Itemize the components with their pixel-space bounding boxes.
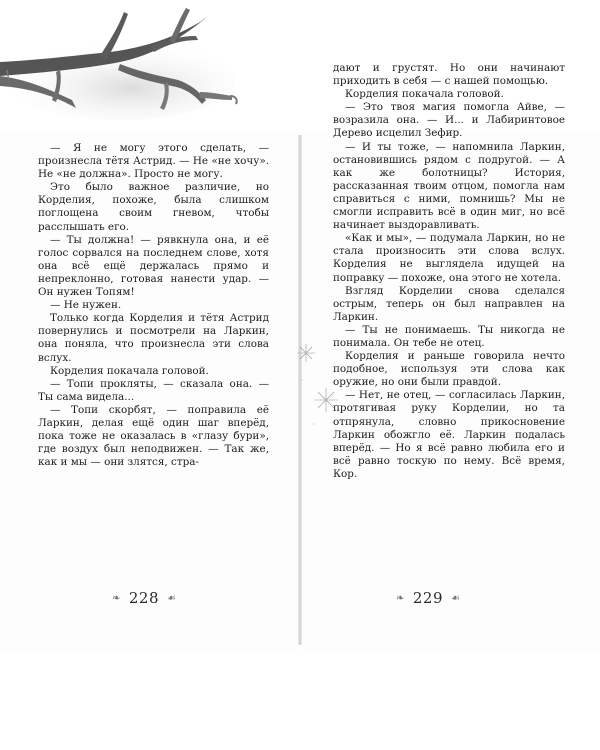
paragraph: — Я не могу этого сделать, — произнесла тётя Астрид. — Не «не хочу». Не «не должна». Просто не могу.	[38, 142, 269, 181]
paragraph: Корделия покачала головой.	[345, 88, 504, 101]
paragraph: Это было важное различие, но Корделия, похоже, была слишком поглощена своим гневом, чтобы расслышать его.	[38, 181, 269, 233]
paragraph: — Ты не понимаешь. Ты никогда не понимала. Он тебе не отец.	[333, 323, 565, 349]
left-page-text	[38, 142, 269, 469]
paragraph: — Топи скорбят, — поправила её Ларкин, делая ещё один шаг вперёд, пока тоже не оказалась в «глазу бури», где воздух был неподвижен. — Так же, как и мы — они злятся, стра-	[38, 403, 269, 469]
right-page-text	[333, 62, 565, 481]
paragraph: Взгляд Корделии снова сделался острым, теперь он был направлен на Ларкин.	[333, 284, 565, 323]
paragraph: — Нет, не отец, — согласилась Ларкин, протягивая руку Корделии, но та отпрянула, словно прикосновение Ларкин обожгло её. Ларкин подалась вперёд. — Но я всё равно любила его и всё равно тоскую по нему. Всё время, Кор.	[333, 389, 565, 480]
ornament-left: ❧	[396, 592, 405, 604]
paragraph: — Это твоя магия помогла Айве, — возразила она. — И... и Лабиринтовое Дерево исцелил Зефир.	[333, 101, 565, 140]
ornament-right: ☙	[451, 592, 461, 604]
paragraph: «Как и мы», — подумала Ларкин, но не стала произносить эти слова вслух. Корделия не выглядела идущей на поправку — похоже, она этого не хотела.	[333, 232, 565, 284]
page-number-text: 229	[412, 589, 444, 607]
ornament-right: ☙	[167, 592, 177, 604]
paragraph: дают и грустят. Но они начинают приходить в себя — с нашей помощью.	[333, 62, 565, 88]
paragraph: — Ты должна! — рявкнула она, и её голос сорвался на последнем слове, хотя она всё ещё держалась прямо и непреклонно, готовая нанести удар. — Он нужен Топям!	[38, 233, 269, 299]
paragraph: — Топи прокляты, — сказала она. — Ты сама видела...	[38, 377, 269, 403]
sparkle-icon	[296, 340, 341, 430]
page-number-right	[396, 589, 461, 607]
page-number-text: 228	[128, 589, 160, 607]
paragraph: Корделия покачала головой.	[50, 364, 209, 377]
paragraph: Корделия и раньше говорила нечто подобное, используя эти слова как оружие, но они были правдой.	[333, 350, 565, 389]
paragraph: — И ты тоже, — напомнила Ларкин, остановившись рядом с подругой. — А как же болотницы? История, рассказанная твоим отцом, помогла нам справиться с ними, помнишь? Мы не смогли исправить всё в один миг, но всё начинает выздоравливать.	[333, 140, 565, 232]
paragraph: — Не нужен.	[50, 299, 122, 312]
page-number-left	[112, 589, 177, 607]
bare-tree-branch-icon	[0, 0, 240, 120]
paragraph: Только когда Корделия и тётя Астрид повернулись и посмотрели на Ларкин, она поняла, что произнесла эти слова вслух.	[38, 312, 269, 364]
ornament-left: ❧	[112, 592, 121, 604]
